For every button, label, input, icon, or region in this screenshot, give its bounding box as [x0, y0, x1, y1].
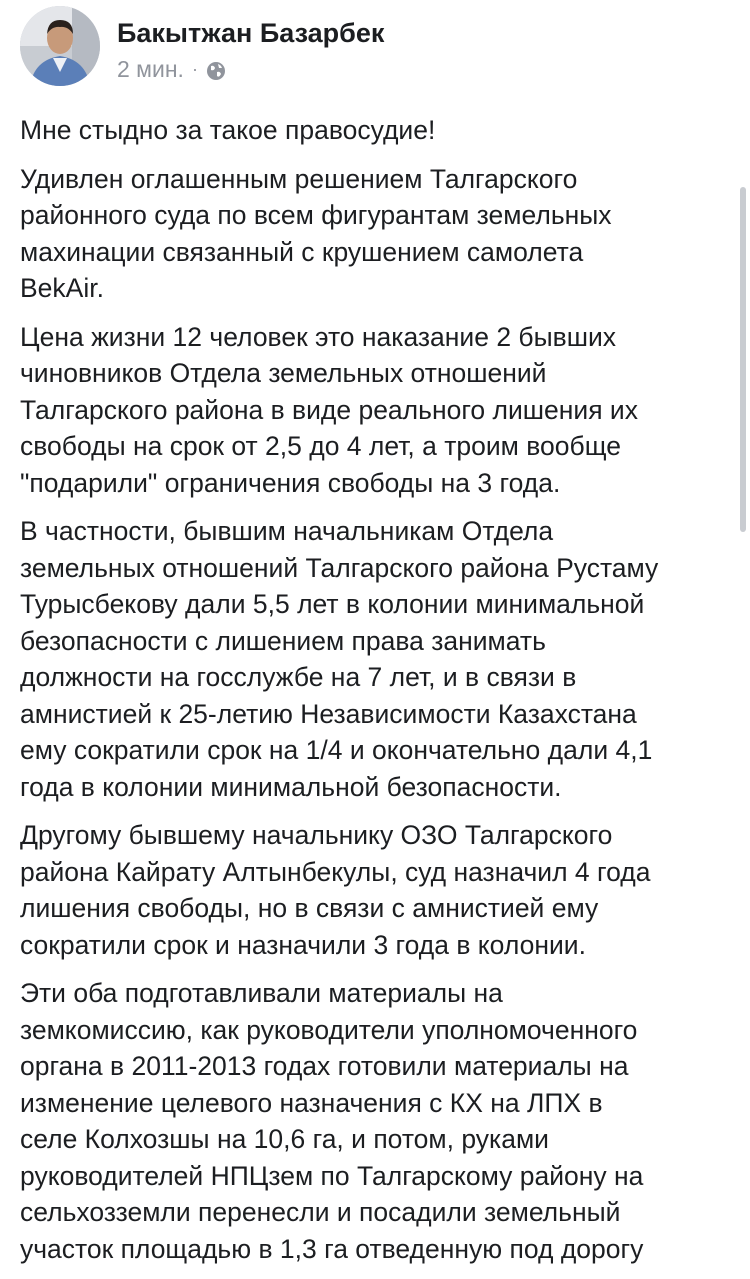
post-paragraph: Другому бывшему начальнику ОЗО Талгарского района Кайрату Алтынбекулы, суд назначил 4 года лишения свободы, но в связи с амнистией ему сократили срок и назначили 3 года в колонии. — [20, 820, 651, 960]
post-paragraph: Удивлен оглашенным решением Талгарского районного суда по всем фигурантам земельных махинации связанный с крушением самолета BekAir. — [20, 163, 612, 303]
post-body — [20, 112, 735, 1279]
meta-separator: · — [191, 59, 198, 79]
post-timestamp[interactable]: 2 мин. — [117, 56, 184, 82]
author-name[interactable]: Бакытжан Базарбек — [117, 18, 385, 48]
post-paragraph: Эти оба подготавливали материалы на земкомиссию, как руководители уполномоченного органа в 2011-2013 годах готовили материалы на изменение целевого назначения с КХ на ЛПХ в селе Колхозшы на 10,6 га, и потом, руками руководителей НПЦзем по Талгарскому району на сельхозземли перенесли и посадили земельный участок площадью в 1,3 га отведенную под дорогу — [20, 978, 644, 1264]
post-paragraph: Мне стыдно за такое правосудие! — [20, 115, 436, 145]
post-meta — [117, 56, 226, 83]
post-header — [20, 6, 720, 86]
post-paragraph: В частности, бывшим начальникам Отдела земельных отношений Талгарского района Рустаму Турысбекову дали 5,5 лет в колонии минимальной безопасности с лишением права занимать должности на госслужбе на 7 лет, и в связи в амнистией к 25-летию Независимости Казахстана ему сократили срок на 1/4 и окончательно дали 4,1 года в колонии минимальной безопасности. — [20, 516, 659, 802]
avatar[interactable] — [20, 6, 100, 86]
scrollbar[interactable] — [740, 187, 746, 532]
post-paragraph: Цена жизни 12 человек это наказание 2 бывших чиновников Отдела земельных отношений Талгарского района в виде реального лишения их свободы на срок от 2,5 до 4 лет, а троим вообще "подарили" ограничения свободы на 3 года. — [20, 321, 638, 498]
avatar-photo — [20, 6, 100, 86]
globe-icon[interactable] — [206, 60, 226, 80]
